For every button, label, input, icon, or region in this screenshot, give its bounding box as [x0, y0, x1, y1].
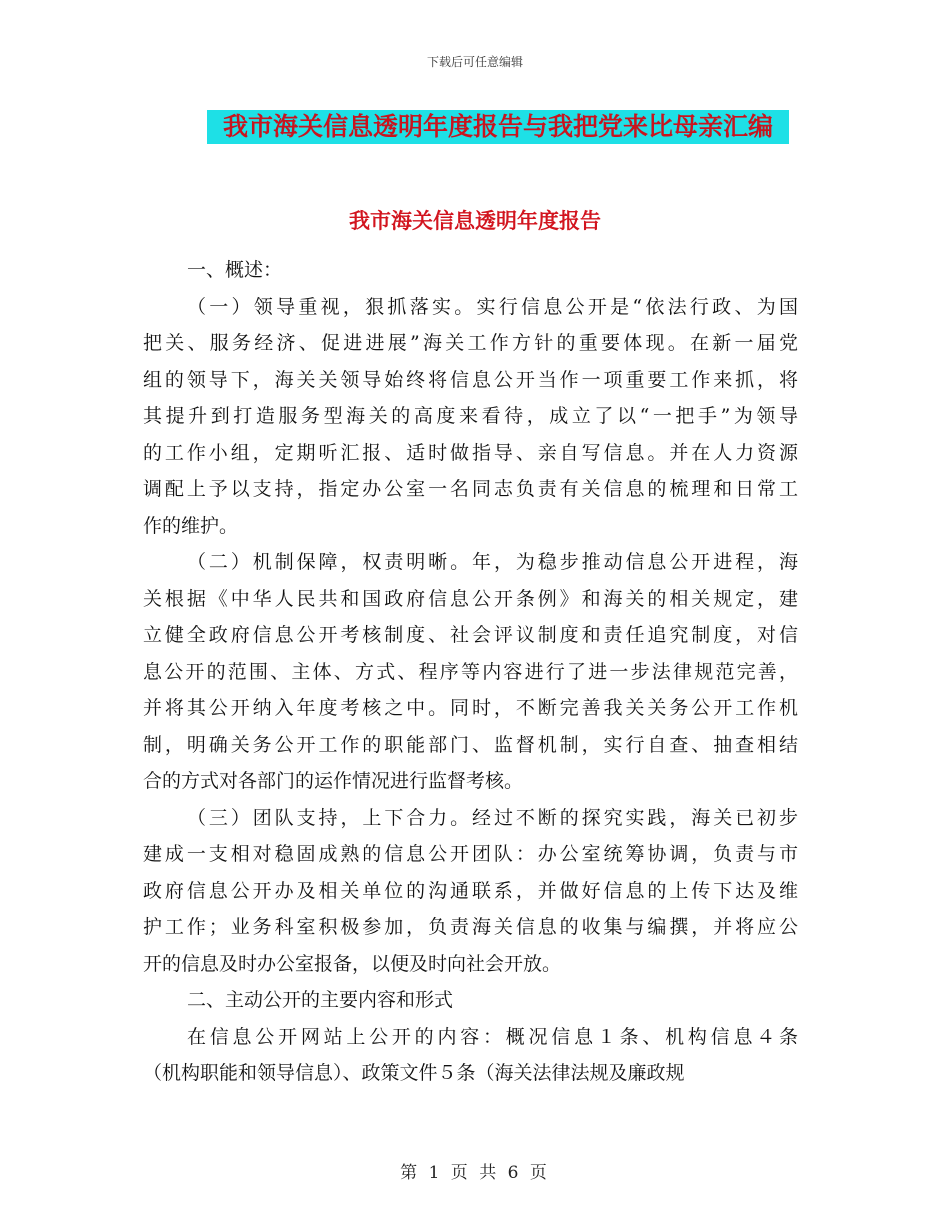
paragraph-line: （二）机制保障，权责明晰。年，为稳步推动信息公开进程，海 — [187, 551, 798, 573]
paragraph-line: 并将其公开纳入年度考核之中。同时，不断完善我关关务公开工作机 — [143, 697, 798, 719]
paragraph-line: 调配上予以支持，指定办公室一名同志负责有关信息的梳理和日常工 — [143, 478, 798, 500]
paragraph-line: 组的领导下，海关关领导始终将信息公开当作一项重要工作来抓，将 — [143, 368, 798, 391]
paragraph-line: 护工作；业务科室积极参加，负责海关信息的收集与编撰，并将应公 — [143, 916, 798, 938]
paragraph-line: 的工作小组，定期听汇报、适时做指导、亲自写信息。并在人力资源 — [143, 441, 798, 464]
paragraph-line: 把关、服务经济、促进进展”海关工作方针的重要体现。在新一届党 — [143, 332, 798, 354]
section-heading: 二、主动公开的主要内容和形式 — [187, 989, 454, 1011]
paragraph-line: 制，明确关务公开工作的职能部门、监督机制，实行自查、抽查相结 — [143, 733, 798, 756]
paragraph-line: 建成一支相对稳固成熟的信息公开团队：办公室统筹协调，负责与市 — [143, 843, 798, 865]
paragraph-line: 其提升到打造服务型海关的高度来看待，成立了以“一把手”为领导 — [143, 405, 798, 427]
paragraph-line: 作的维护。 — [143, 514, 239, 537]
document-title: 我市海关信息透明年度报告 — [349, 208, 601, 233]
document-body — [143, 252, 798, 1092]
paragraph-line: 关根据《中华人民共和国政府信息公开条例》和海关的相关规定，建 — [143, 587, 798, 610]
download-note: 下载后可任意编辑 — [426, 55, 523, 69]
paragraph-line: （一）领导重视，狠抓落实。实行信息公开是“依法行政、为国 — [187, 295, 798, 318]
paragraph-line: 息公开的范围、主体、方式、程序等内容进行了进一步法律规范完善， — [143, 660, 798, 683]
paragraph-line: 在信息公开网站上公开的内容：概况信息１条、机构信息４条 — [187, 1025, 798, 1048]
page-number-footer: 第 1 页 共 6 页 — [400, 1163, 550, 1183]
paragraph-line: （机构职能和领导信息）、政策文件５条（海关法律法规及廉政规 — [143, 1062, 685, 1084]
paragraph-line: 立健全政府信息公开考核制度、社会评议制度和责任追究制度，对信 — [143, 624, 798, 646]
paragraph-line: 开的信息及时办公室报备，以便及时向社会开放。 — [143, 952, 562, 975]
banner-title: 我市海关信息透明年度报告与我把党来比母亲汇编 — [207, 110, 789, 144]
paragraph-line: 合的方式对各部门的运作情况进行监督考核。 — [143, 770, 524, 792]
paragraph-line: 政府信息公开办及相关单位的沟通联系，并做好信息的上传下达及维 — [143, 879, 798, 902]
section-heading: 一、概述： — [187, 259, 283, 281]
paragraph-line: （三）团队支持，上下合力。经过不断的探究实践，海关已初步 — [187, 806, 798, 829]
